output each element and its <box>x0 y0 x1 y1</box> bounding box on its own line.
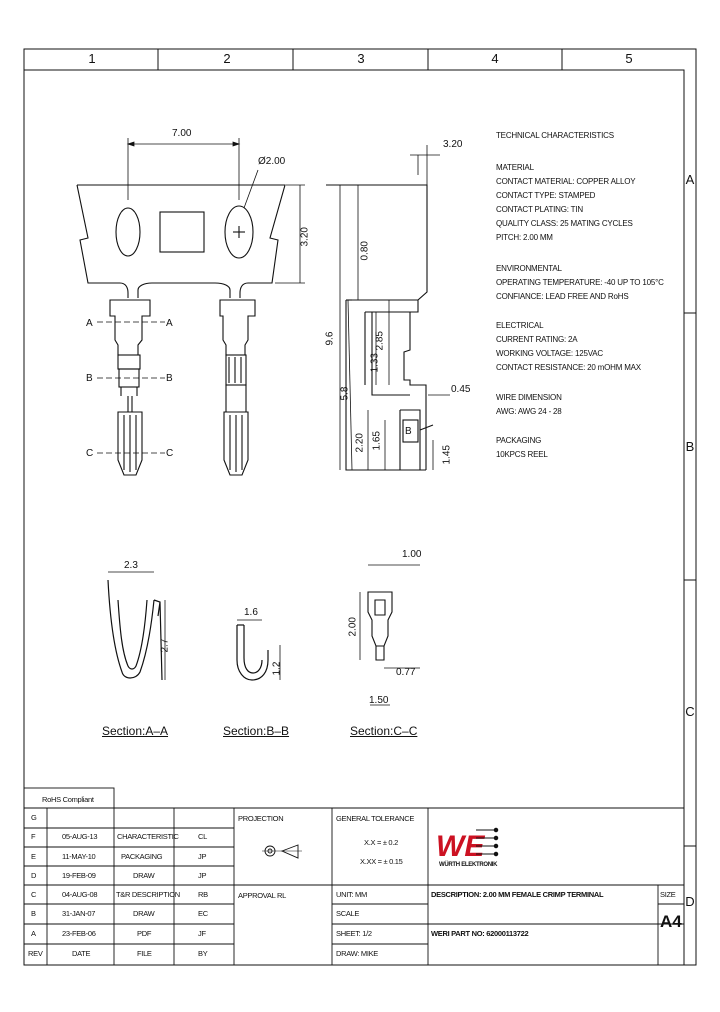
tolerance-xx: X.XX = ± 0.15 <box>360 857 403 866</box>
rev-desc: DRAW <box>133 871 155 880</box>
section-cc-drawing <box>360 565 420 705</box>
dim-100: 1.00 <box>402 549 422 560</box>
terminal-right <box>220 300 255 475</box>
zone-row-c: C <box>685 704 695 719</box>
size-label: SIZE <box>660 890 676 899</box>
tech-material-line: QUALITY CLASS: 25 MATING CYCLES <box>496 219 633 228</box>
dim-side-320: 3.20 <box>443 139 463 150</box>
tech-env-line: OPERATING TEMPERATURE: -40 UP TO 105°C <box>496 278 664 287</box>
rev-by: EC <box>198 909 208 918</box>
section-aa-caption: Section:A–A <box>102 724 169 738</box>
rev-code: G <box>31 813 37 822</box>
zone-col-5: 5 <box>625 51 633 66</box>
logo-text: WÜRTH ELEKTRONIK <box>439 862 498 868</box>
rev-date: 19-FEB-09 <box>62 871 96 880</box>
unit-label: UNIT: MM <box>336 890 367 899</box>
side-view-mark-b: B <box>405 426 412 437</box>
dim-16: 1.6 <box>244 607 258 618</box>
rev-code: C <box>31 890 37 899</box>
dim-12: 1.2 <box>271 661 283 676</box>
rev-code: A <box>31 929 36 938</box>
rev-header: FILE <box>137 949 152 958</box>
description-label: DESCRIPTION: 2.00 MM FEMALE CRIMP TERMINAL <box>431 890 604 899</box>
rev-header: DATE <box>72 949 91 958</box>
scale-label: SCALE <box>336 909 360 918</box>
tolerance-x: X.X = ± 0.2 <box>364 838 398 847</box>
rev-by: RB <box>198 890 208 899</box>
sheet-size: A4 <box>660 912 682 931</box>
dim-hole-diameter: Ø2.00 <box>258 156 286 167</box>
rev-desc: PDF <box>137 929 152 938</box>
rev-header: BY <box>198 949 208 958</box>
section-mark-a-right: A <box>166 318 173 329</box>
tech-pack-line: 10KPCS REEL <box>496 450 548 459</box>
dim-27: 2.7 <box>159 638 171 653</box>
zone-col-4: 4 <box>491 51 499 66</box>
tech-material-head: MATERIAL <box>496 163 534 172</box>
tech-material-line: PITCH: 2.00 MM <box>496 233 553 242</box>
section-cc-caption: Section:C–C <box>350 724 418 738</box>
dim-96: 9.6 <box>324 331 336 346</box>
tolerance-head: GENERAL TOLERANCE <box>336 814 415 823</box>
dim-045: 0.45 <box>451 384 471 395</box>
section-mark-c-left: C <box>86 448 94 459</box>
rev-by: JF <box>198 929 206 938</box>
tech-elec-line: CONTACT RESISTANCE: 20 mOHM MAX <box>496 363 641 372</box>
zone-row-b: B <box>685 439 695 454</box>
rev-by: JP <box>198 871 207 880</box>
tech-elec-line: WORKING VOLTAGE: 125VAC <box>496 349 603 358</box>
dim-pitch-700: 7.00 <box>172 128 192 139</box>
tech-material-line: CONTACT TYPE: STAMPED <box>496 191 596 200</box>
dim-133: 1.33 <box>369 353 381 373</box>
rev-date: 11-MAY-10 <box>62 852 96 861</box>
rev-desc: T&R DESCRIPTION <box>116 890 180 899</box>
rev-code: E <box>31 852 36 861</box>
zone-col-3: 3 <box>357 51 365 66</box>
dim-285: 2.85 <box>374 331 386 351</box>
rev-code: B <box>31 909 36 918</box>
rev-desc: CHARACTERISTIC <box>117 832 179 841</box>
rev-desc: PACKAGING <box>121 852 163 861</box>
section-aa-drawing <box>108 572 165 680</box>
rohs-label: RoHS Compliant <box>42 795 94 804</box>
dim-150: 1.50 <box>369 695 389 706</box>
dim-080: 0.80 <box>359 241 371 261</box>
dim-165: 1.65 <box>371 431 383 451</box>
section-mark-c-right: C <box>166 448 174 459</box>
tech-env-line: CONFIANCE: LEAD FREE AND RoHS <box>496 292 629 301</box>
rev-date: 31-JAN-07 <box>62 909 96 918</box>
projection-label: PROJECTION <box>238 814 284 823</box>
approval-label: APPROVAL RL <box>238 891 286 900</box>
tech-material-line: CONTACT MATERIAL: COPPER ALLOY <box>496 177 636 186</box>
tech-elec-line: CURRENT RATING: 2A <box>496 335 578 344</box>
rev-code: D <box>31 871 37 880</box>
front-view-carrier <box>77 185 285 298</box>
rev-date: 23-FEB-06 <box>62 929 96 938</box>
rev-date: 05-AUG-13 <box>62 832 98 841</box>
part-number: WERI PART NO: 62000113722 <box>431 929 529 938</box>
zone-col-1: 1 <box>88 51 96 66</box>
dim-23: 2.3 <box>124 560 138 571</box>
rev-date: 04-AUG-08 <box>62 890 98 899</box>
section-mark-a-left: A <box>86 318 93 329</box>
terminal-left <box>110 300 150 475</box>
sheet-label: SHEET: 1/2 <box>336 929 372 938</box>
tech-pack-head: PACKAGING <box>496 436 542 445</box>
rev-code: F <box>31 832 36 841</box>
dim-145: 1.45 <box>441 445 453 465</box>
zone-col-2: 2 <box>223 51 231 66</box>
dim-58: 5.8 <box>339 386 351 401</box>
rev-desc: DRAW <box>133 909 155 918</box>
dim-height-320: 3.20 <box>299 227 311 247</box>
section-mark-b-right: B <box>166 373 173 384</box>
zone-row-a: A <box>685 172 695 187</box>
dim-200: 2.00 <box>347 617 359 637</box>
tech-elec-head: ELECTRICAL <box>496 321 544 330</box>
section-mark-b-left: B <box>86 373 93 384</box>
rev-by: JP <box>198 852 207 861</box>
tech-env-head: ENVIRONMENTAL <box>496 264 562 273</box>
tech-wire-head: WIRE DIMENSION <box>496 393 562 402</box>
projection-symbol <box>262 845 302 858</box>
rev-header: REV <box>28 949 43 958</box>
drawn-label: DRAW: MIKE <box>336 949 379 958</box>
logo-we-letters: WE <box>436 830 485 863</box>
tech-material-line: CONTACT PLATING: TIN <box>496 205 583 214</box>
dim-220: 2.20 <box>354 433 366 453</box>
tech-wire-line: AWG: AWG 24 - 28 <box>496 407 562 416</box>
section-bb-caption: Section:B–B <box>223 724 290 738</box>
tech-title: TECHNICAL CHARACTERISTICS <box>496 131 614 140</box>
rev-by: CL <box>198 832 207 841</box>
zone-row-d: D <box>685 894 695 909</box>
dim-077: 0.77 <box>396 667 416 678</box>
